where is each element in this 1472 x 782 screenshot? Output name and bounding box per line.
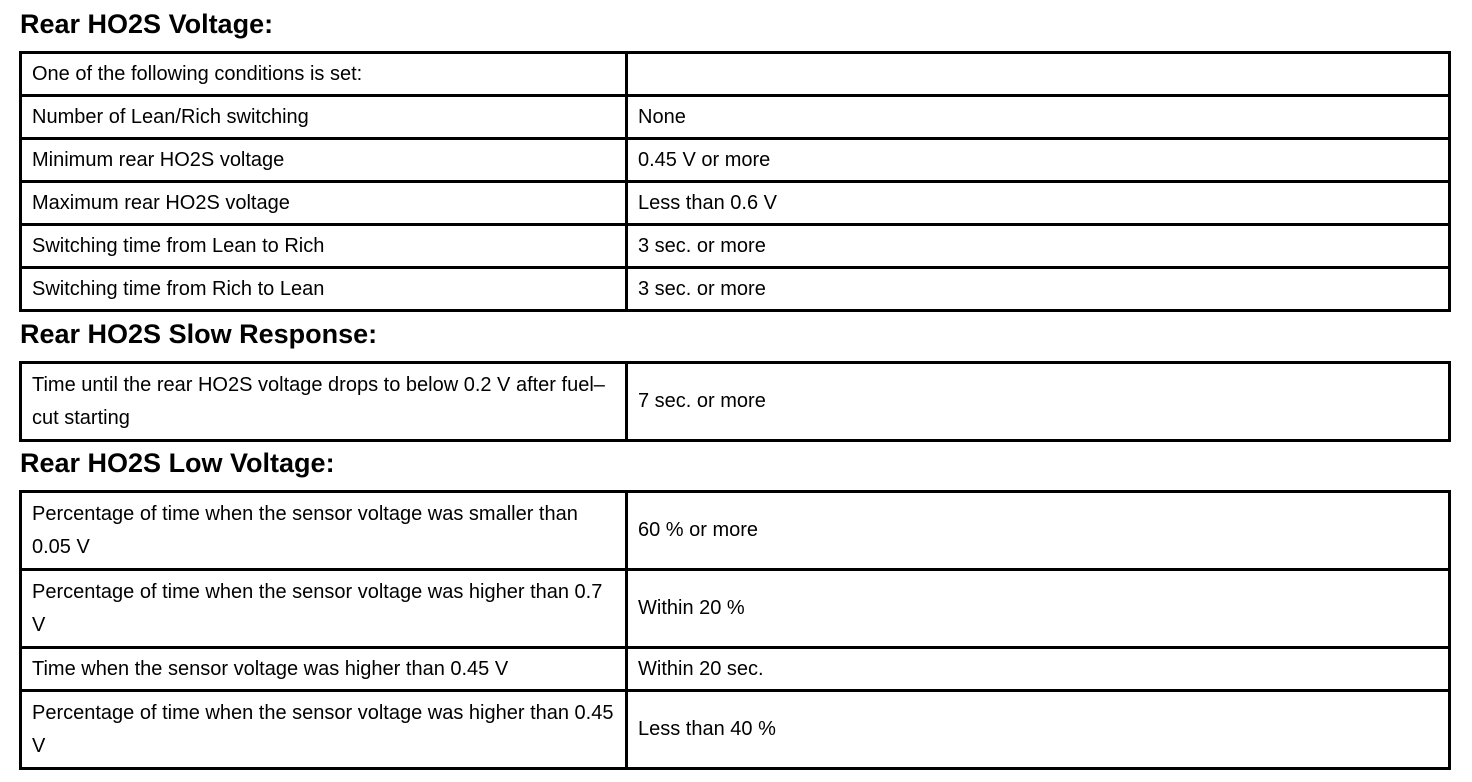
value-cell: 0.45 V or more [627, 139, 1450, 182]
table-row [21, 363, 1450, 441]
value-cell: None [627, 96, 1450, 139]
section-title-rear-ho2s-slow-response: Rear HO2S Slow Response: [20, 319, 378, 349]
rear-ho2s-voltage-table [19, 51, 1451, 312]
condition-cell: One of the following conditions is set: [21, 53, 627, 96]
rear-ho2s-low-voltage-table [19, 490, 1451, 770]
table-row [21, 96, 1450, 139]
value-cell: 3 sec. or more [627, 225, 1450, 268]
value-cell: 60 % or more [627, 492, 1450, 570]
table-row [21, 225, 1450, 268]
section-title-rear-ho2s-low-voltage: Rear HO2S Low Voltage: [20, 448, 335, 478]
condition-cell: Time when the sensor voltage was higher than 0.45 V [21, 648, 627, 691]
condition-cell: Percentage of time when the sensor voltage was higher than 0.45 V [21, 691, 627, 769]
value-cell: Within 20 % [627, 570, 1450, 648]
value-cell: Less than 0.6 V [627, 182, 1450, 225]
table-row [21, 182, 1450, 225]
value-cell [627, 53, 1450, 96]
value-cell: 3 sec. or more [627, 268, 1450, 311]
value-cell: Less than 40 % [627, 691, 1450, 769]
table-row [21, 139, 1450, 182]
condition-cell: Switching time from Rich to Lean [21, 268, 627, 311]
table-row [21, 648, 1450, 691]
value-cell: 7 sec. or more [627, 363, 1450, 441]
condition-cell: Percentage of time when the sensor voltage was higher than 0.7 V [21, 570, 627, 648]
table-row [21, 570, 1450, 648]
value-cell: Within 20 sec. [627, 648, 1450, 691]
condition-cell: Maximum rear HO2S voltage [21, 182, 627, 225]
condition-cell: Time until the rear HO2S voltage drops to below 0.2 V after fuel–cut starting [21, 363, 627, 441]
section-title-rear-ho2s-voltage: Rear HO2S Voltage: [20, 9, 274, 39]
condition-cell: Percentage of time when the sensor voltage was smaller than 0.05 V [21, 492, 627, 570]
table-row [21, 53, 1450, 96]
table-row [21, 691, 1450, 769]
condition-cell: Switching time from Lean to Rich [21, 225, 627, 268]
condition-cell: Minimum rear HO2S voltage [21, 139, 627, 182]
condition-cell: Number of Lean/Rich switching [21, 96, 627, 139]
rear-ho2s-slow-response-table [19, 361, 1451, 442]
table-row [21, 492, 1450, 570]
table-row [21, 268, 1450, 311]
